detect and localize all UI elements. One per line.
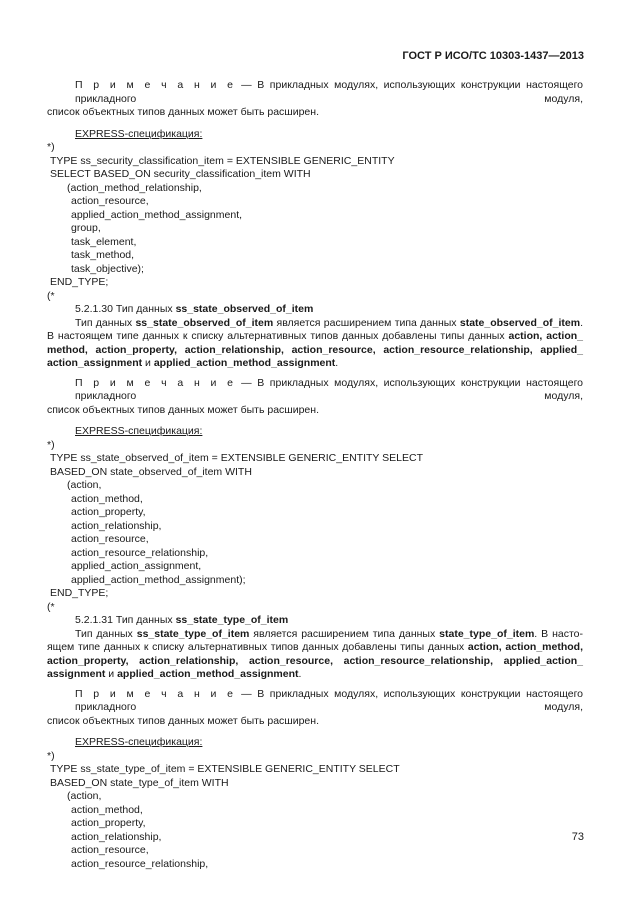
code-item: task_objective); xyxy=(71,262,144,275)
code-item: task_method, xyxy=(71,249,135,261)
code-item: action_method, xyxy=(71,803,143,816)
section-heading: 5.2.1.30 Тип данных ss_state_observed_of_item xyxy=(75,303,314,315)
note-line: список объектных типов данных может быть расширен. xyxy=(47,106,319,118)
code-line: TYPE ss_security_classification_item = EXTENSIBLE GENERIC_ENTITY xyxy=(50,154,395,167)
code-item: action_resource_relationship, xyxy=(71,857,209,870)
note-line: список объектных типов данных может быть расширен. xyxy=(47,714,319,727)
express-label: EXPRESS-спецификация: xyxy=(75,425,203,437)
code-item: action_relationship, xyxy=(71,830,162,843)
code-item: (action, xyxy=(67,790,102,802)
paragraph-line: Тип данных ss_state_type_of_item является расширением типа данных state_type_of_item. В насто- xyxy=(75,627,583,640)
code-item: action_property, xyxy=(71,817,146,829)
code-open: *) xyxy=(47,749,55,762)
note-line: П р и м е ч а н и е — В прикладных модулях, использующих конструкции настоящего прикладного модуля, xyxy=(75,79,584,105)
note-line: П р и м е ч а н и е — В прикладных модулях, использующих конструкции настоящего прикладного модуля, xyxy=(75,376,584,402)
code-end: END_TYPE; xyxy=(50,587,109,599)
code-open: *) xyxy=(47,438,55,451)
code-line: BASED_ON state_type_of_item WITH xyxy=(50,776,229,789)
code-item: task_element, xyxy=(71,235,137,248)
code-item: action_method, xyxy=(71,492,143,505)
code-line: TYPE ss_state_observed_of_item = EXTENSIBLE GENERIC_ENTITY SELECT xyxy=(50,452,423,464)
code-item: applied_action_method_assignment); xyxy=(71,573,246,586)
paragraph-line: ящем типе данных к списку альтернативных типов данных добавлены типы данных action, action_method, xyxy=(47,641,583,653)
document-header: ГОСТ Р ИСО/ТС 10303-1437—2013 xyxy=(402,50,584,62)
code-item: action_resource, xyxy=(71,195,149,207)
note-line: П р и м е ч а н и е — В прикладных модулях, использующих конструкции настоящего прикладного модуля, xyxy=(75,687,584,713)
code-item: action_resource, xyxy=(71,533,149,545)
code-item: (action, xyxy=(67,479,102,491)
code-line: TYPE ss_state_type_of_item = EXTENSIBLE GENERIC_ENTITY SELECT xyxy=(50,763,400,775)
code-item: action_resource, xyxy=(71,844,149,856)
note-prefix: П р и м е ч а н и е xyxy=(75,79,236,91)
code-item: applied_action_method_assignment, xyxy=(71,208,243,221)
code-open: *) xyxy=(47,141,55,153)
paragraph-line: assignment и applied_action_method_assignment. xyxy=(47,668,302,680)
express-label: EXPRESS-спецификация: xyxy=(75,736,203,748)
note-line: список объектных типов данных может быть расширен. xyxy=(47,403,319,416)
paragraph-line: action_assignment и applied_action_method_assignment. xyxy=(47,357,339,369)
paragraph-line: В настоящем типе данных к списку альтернативных типов данных добавлены типы данных action, action_ xyxy=(47,330,583,342)
code-line: SELECT BASED_ON security_classification_item WITH xyxy=(50,168,311,180)
page-content xyxy=(47,79,583,871)
paragraph-line: method, action_property, action_relationship, action_resource, action_resource_relationship, applied_ xyxy=(47,343,583,356)
note-prefix: П р и м е ч а н и е xyxy=(75,687,236,700)
note-prefix: П р и м е ч а н и е xyxy=(75,376,236,389)
code-close: (* xyxy=(47,289,55,302)
code-end: END_TYPE; xyxy=(50,276,109,288)
code-line: BASED_ON state_observed_of_item WITH xyxy=(50,465,252,478)
paragraph-line: Тип данных ss_state_observed_of_item является расширением типа данных state_observed_of_item. xyxy=(75,316,583,329)
code-item: group, xyxy=(71,222,101,234)
code-item: action_property, xyxy=(71,506,146,518)
page-number: 73 xyxy=(571,831,584,843)
code-item: (action_method_relationship, xyxy=(67,181,202,194)
paragraph-line: action_property, action_relationship, action_resource, action_resource_relationship, applied_action_ xyxy=(47,654,583,667)
code-close: (* xyxy=(47,600,55,613)
express-label: EXPRESS-спецификация: xyxy=(75,127,203,140)
code-item: applied_action_assignment, xyxy=(71,560,202,572)
code-item: action_resource_relationship, xyxy=(71,546,209,559)
code-item: action_relationship, xyxy=(71,519,162,532)
section-heading: 5.2.1.31 Тип данных ss_state_type_of_item xyxy=(75,614,289,626)
